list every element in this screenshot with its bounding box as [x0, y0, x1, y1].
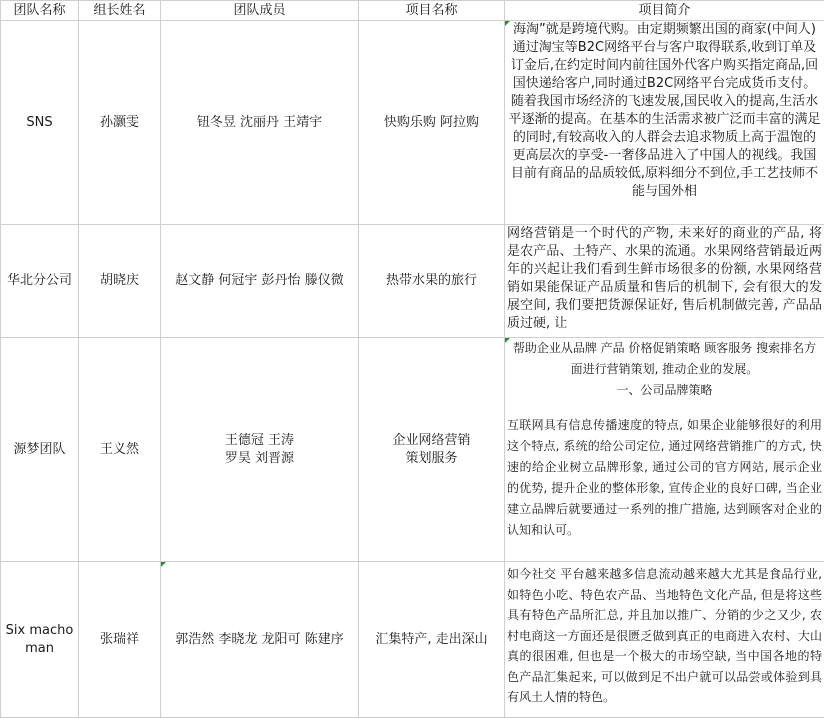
header-project-name[interactable]: 项目名称 [359, 1, 505, 21]
intro-paragraph: 随着我国市场经济的飞速发展,国民收入的提高,生活水平逐渐的提高。在基本的生活需求被广泛而丰富的满足的同时,有较高收入的人群会去追求物质上高于温饱的更高层次的享受-一奢侈品进入了中国人的视线。我国目前有商品的品质较低,原料细分不到位,手工艺技师不能与国外相 [507, 93, 822, 201]
cell-leader-name[interactable]: 王义然 [79, 338, 161, 562]
comment-marker [505, 21, 510, 26]
table-row [1, 225, 824, 338]
intro-paragraph: 帮助企业从品牌 产品 价格促销策略 顾客服务 搜索排名方面进行营销策划, 推动企业的发展。 [507, 338, 822, 380]
header-row [1, 1, 824, 21]
cell-team-name[interactable]: SNS [1, 21, 79, 225]
members-line: 钮冬昱 沈丽丹 王靖宇 [161, 114, 358, 132]
table-row [1, 21, 824, 225]
project-line: 策划服务 [359, 450, 504, 468]
cell-team-name[interactable]: 华北分公司 [1, 225, 79, 338]
project-line: 汇集特产, 走出深山 [359, 631, 504, 649]
cell-team-name[interactable]: Six macho man [1, 562, 79, 718]
table-row [1, 338, 824, 562]
intro-paragraph: 海淘”就是跨境代购。由定期频繁出国的商家(中间人)通过淘宝等B2C网络平台与客户取得联系,收到订单及订金后,在约定时间内前往国外代客户购买指定商品,回国快递给客户,同时通过B2C网络平台完成货币支付。 [507, 21, 822, 93]
cell-team-members[interactable] [161, 338, 359, 562]
comment-marker [161, 562, 166, 567]
cell-project-intro[interactable] [505, 225, 824, 338]
project-line: 企业网络营销 [359, 432, 504, 450]
header-team-members[interactable]: 团队成员 [161, 1, 359, 21]
cell-project-name[interactable] [359, 225, 505, 338]
cell-project-intro[interactable] [505, 562, 824, 718]
intro-paragraph: 互联网具有信息传播速度的特点, 如果企业能够很好的利用这个特点, 系统的给公司定位, 通过网络营销推广的方式, 快速的给企业树立品牌形象, 通过公司的官方网站, 展示企业的优势, 提升企业的整体形象, 宣传企业的良好口碑, 当企业建立品牌后就要通过一系列的推广措施, 达到顾客对企业的认知和认可。 [507, 415, 822, 541]
cell-team-members[interactable] [161, 225, 359, 338]
header-team-name[interactable]: 团队名称 [1, 1, 79, 21]
cell-project-name[interactable] [359, 338, 505, 562]
cell-team-members[interactable] [161, 562, 359, 718]
intro-paragraph: 网络营销是一个时代的产物, 未来好的商业的产品, 将是农产品、土特产、水果的流通。水果网络营销最近两年的兴起让我们看到生鲜市场很多的份额, 水果网络营销如果能保证产品质量和售后的机制下, 会有很大的发展空间, 我们要把货源保证好, 售后机制做完善, 产品品质过硬, 让 [507, 225, 822, 333]
intro-heading: 一、公司品牌策略 [507, 380, 822, 401]
table-row [1, 562, 824, 718]
cell-team-name[interactable]: 源梦团队 [1, 338, 79, 562]
cell-leader-name[interactable]: 胡晓庆 [79, 225, 161, 338]
header-project-intro[interactable]: 项目简介 [505, 1, 824, 21]
cell-project-intro[interactable] [505, 338, 824, 562]
comment-marker [505, 338, 510, 343]
members-line: 郭浩然 李晓龙 龙阳可 陈建序 [161, 631, 358, 649]
project-line: 快购乐购 阿拉购 [359, 114, 504, 132]
cell-project-intro[interactable] [505, 21, 824, 225]
cell-leader-name[interactable]: 孙灏雯 [79, 21, 161, 225]
cell-project-name[interactable] [359, 562, 505, 718]
members-line: 罗昊 刘晋源 [161, 450, 358, 468]
intro-paragraph: 如今社交 平台越来越多信息流动越来越大尤其是食品行业, 如特色小吃、特色农产品、当地特色文化产品, 但是将这些具有特色产品所汇总, 并且加以推广、分销的少之又少, 农村电商这一方面还是很匮乏做到真正的电商进入农村、大山真的很困难, 但也是一个极大的市场空缺, 当中国各地的特色产品汇集起来, 可以做到足不出户就可以品尝或体验到具有风土人情的特色。 [507, 564, 822, 708]
members-line: 赵文静 何冠宇 彭丹怡 滕仪微 [161, 272, 358, 290]
cell-project-name[interactable] [359, 21, 505, 225]
header-leader-name[interactable]: 组长姓名 [79, 1, 161, 21]
project-line: 热带水果的旅行 [359, 272, 504, 290]
members-line: 王德冠 王涛 [161, 432, 358, 450]
cell-team-members[interactable] [161, 21, 359, 225]
cell-leader-name[interactable]: 张瑞祥 [79, 562, 161, 718]
